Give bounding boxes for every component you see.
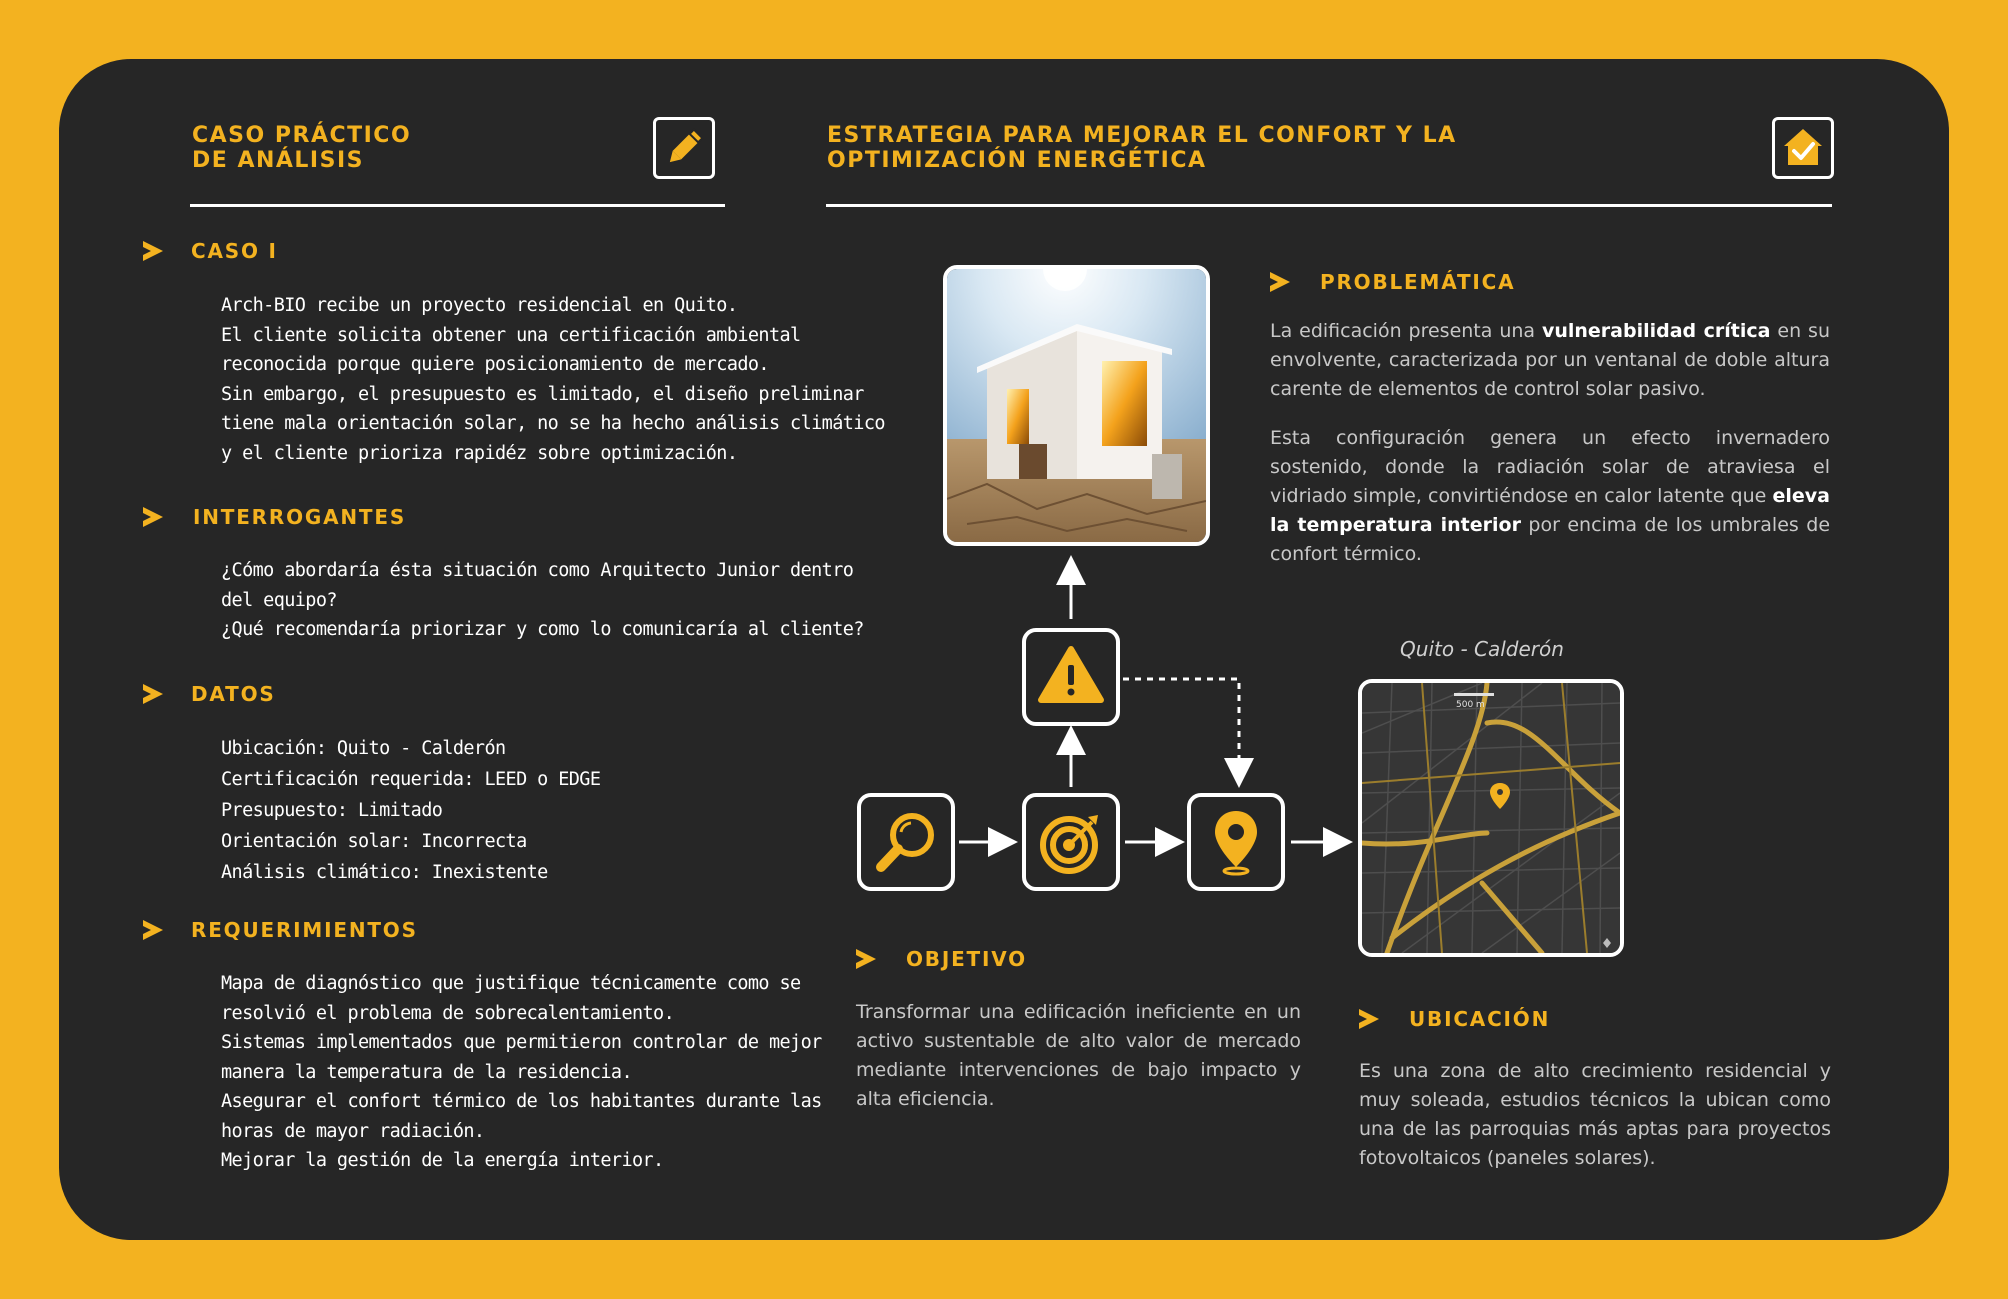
magnifier-icon [861, 797, 951, 887]
caso-line: y el cliente prioriza rapidéz sobre optimización. [221, 442, 738, 464]
location-map [1358, 679, 1624, 957]
datos-line: Ubicación: Quito - Calderón [221, 738, 506, 759]
problematica-heading-text: PROBLEMÁTICA [1320, 270, 1516, 294]
right-title-line2: OPTIMIZACIÓN ENERGÉTICA [827, 148, 1207, 173]
problematica-p2-c: por encima de los umbrales de confort térmico. [1270, 514, 1831, 565]
requerimientos-line: Mapa de diagnóstico que justifique técnicamente como se [221, 973, 801, 994]
search-node [857, 793, 955, 891]
problematica-p2-bold: eleva la temperatura interior [1270, 485, 1830, 536]
requerimientos-line: manera la temperatura de la residencia. [221, 1061, 632, 1083]
requerimientos-line: Sistemas implementados que permitieron controlar de mejor [221, 1032, 822, 1053]
chevron-right-icon [856, 949, 876, 969]
requerimientos-line: Mejorar la gestión de la energía interior. [221, 1150, 664, 1171]
left-title-line1: CASO PRÁCTICO [192, 123, 412, 148]
requerimientos-line: resolvió el problema de sobrecalentamiento. [221, 1002, 675, 1024]
caso-line: Sin embargo, el presupuesto es limitado, el diseño preliminar [221, 383, 864, 405]
datos-line: Análisis climático: Inexistente [221, 862, 548, 883]
map-caption: Quito - Calderón [1400, 637, 1564, 661]
requerimientos-line: horas de mayor radiación. [221, 1120, 485, 1142]
left-title-line2: DE ANÁLISIS [192, 148, 364, 173]
interrogantes-line: ¿Qué recomendaría priorizar y como lo comunicaría al cliente? [221, 619, 864, 640]
interrogantes-line: ¿Cómo abordaría ésta situación como Arquitecto Junior dentro [221, 560, 854, 581]
caso-line: El cliente solicita obtener una certificación ambiental [221, 324, 801, 346]
problematica-p1-bold: vulnerabilidad crítica [1541, 320, 1771, 342]
chevron-right-icon [1359, 1009, 1379, 1029]
map-scale: 500 m [1456, 700, 1485, 710]
requerimientos-line: Asegurar el confort térmico de los habitantes durante las [221, 1091, 822, 1112]
ubicacion-heading-text: UBICACIÓN [1409, 1007, 1551, 1031]
problematica-p1-a: La edificación presenta una [1270, 320, 1542, 342]
ubicacion-text: Es una zona de alto crecimiento residencial y muy soleada, estudios técnicos la ubican como una de las parroquias más aptas para proyectos fotovoltaicos (paneles solares). [1359, 1060, 1831, 1169]
problematica-p2-a: Esta configuración genera un efecto invernadero sostenido, donde la radiación solar de atraviesa el vidriado simple, convirtiéndose en calor latente que [1270, 427, 1830, 507]
interrogantes-heading-text: INTERROGANTES [193, 505, 407, 529]
main-panel [59, 59, 1949, 1240]
datos-line: Orientación solar: Incorrecta [221, 831, 527, 852]
location-node [1187, 793, 1285, 891]
ubicacion-heading [1359, 1007, 1550, 1031]
objetivo-heading [856, 947, 1027, 971]
location-pin-icon [1191, 797, 1281, 887]
datos-line: Certificación requerida: LEED o EDGE [221, 769, 601, 790]
objetivo-text: Transformar una edificación ineficiente en un activo sustentable de alto valor de mercado mediante intervenciones de bajo impacto y alta eficiencia. [856, 1001, 1301, 1110]
warning-node [1022, 628, 1120, 726]
caso-heading-text: CASO I [191, 239, 278, 263]
interrogantes-line: del equipo? [221, 589, 337, 611]
objetivo-heading-text: OBJETIVO [906, 947, 1027, 971]
requerimientos-heading-text: REQUERIMIENTOS [191, 918, 418, 942]
target-icon [1026, 797, 1116, 887]
target-node [1022, 793, 1120, 891]
datos-line: Presupuesto: Limitado [221, 800, 443, 821]
caso-line: reconocida porque quiere posicionamiento de mercado. [221, 354, 769, 375]
warning-icon [1026, 632, 1116, 722]
caso-line: tiene mala orientación solar, no se ha hecho análisis climático [221, 413, 885, 434]
problematica-p1-c: en su envolvente, caracterizada por un ventanal de doble altura carente de elementos de control solar pasivo. [1270, 320, 1830, 400]
datos-heading-text: DATOS [191, 682, 276, 706]
right-title-line1: ESTRATEGIA PARA MEJORAR EL CONFORT Y LA [827, 123, 1457, 148]
caso-line: Arch-BIO recibe un proyecto residencial en Quito. [221, 295, 738, 316]
